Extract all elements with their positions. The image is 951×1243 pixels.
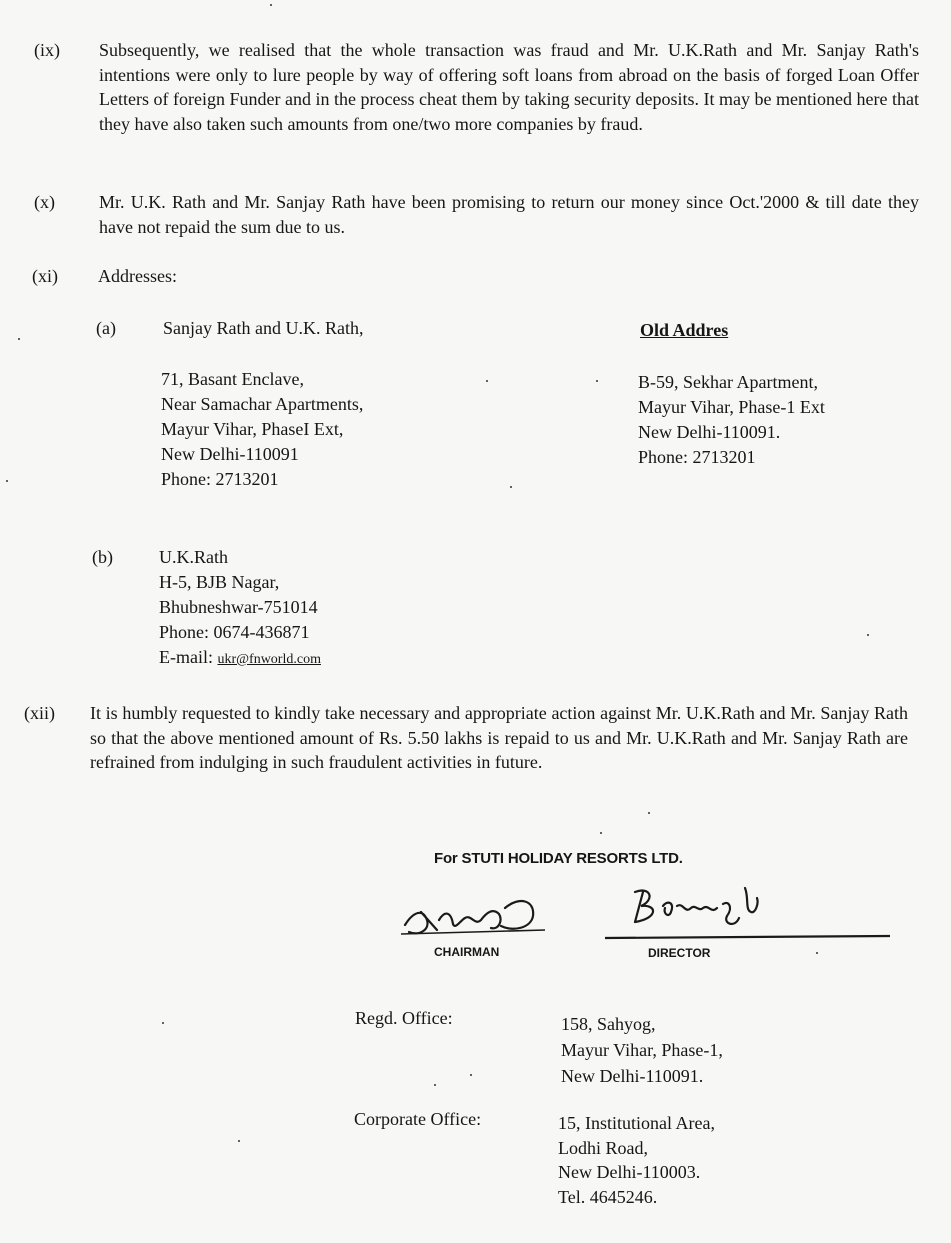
address-line: New Delhi-110091. [638, 422, 781, 442]
scan-speck [648, 812, 650, 814]
address-line: 71, Basant Enclave, [161, 369, 304, 389]
director-signature [605, 878, 895, 948]
address-line: U.K.Rath [159, 547, 228, 567]
regd-office-label: Regd. Office: [355, 1008, 453, 1028]
email-line [159, 645, 321, 672]
scan-speck [162, 1022, 164, 1024]
scan-speck [816, 952, 818, 954]
address-b-label: (b) [92, 547, 113, 567]
scan-speck [596, 380, 598, 382]
address-line: Phone: 0674-436871 [159, 622, 310, 642]
address-line: Bhubneshwar-751014 [159, 597, 318, 617]
scan-speck [470, 1074, 472, 1076]
regd-office-address [561, 1011, 723, 1089]
address-line: Mayur Vihar, Phase-1, [561, 1040, 723, 1060]
scan-speck [510, 486, 512, 488]
address-line: Lodhi Road, [558, 1137, 648, 1158]
address-line: Tel. 4645246. [558, 1186, 658, 1207]
para-x-number: (x) [34, 192, 55, 212]
scan-speck [270, 4, 272, 6]
address-line: 15, Institutional Area, [558, 1113, 715, 1133]
scan-speck [18, 338, 20, 340]
scan-speck [238, 1140, 240, 1142]
corporate-office-address [558, 1111, 715, 1209]
address-a-names: Sanjay Rath and U.K. Rath, [163, 318, 364, 338]
address-line: Near Samachar Apartments, [161, 394, 364, 414]
old-address-heading: Old Addres [640, 320, 729, 340]
scan-speck [434, 1084, 436, 1086]
corporate-office-label: Corporate Office: [354, 1109, 482, 1129]
chairman-label: CHAIRMAN [434, 945, 500, 959]
email-label: E-mail: [159, 647, 213, 667]
address-line: Mayur Vihar, PhaseI Ext, [161, 419, 344, 439]
chairman-signature [395, 890, 555, 950]
para-xii-text: It is humbly requested to kindly take necessary and appropriate action against Mr. U.K.Rath and Mr. Sanjay Rath so that the above mentioned amount of Rs. 5.50 lakhs is repaid to us and Mr. U.K.Rath and Mr. Sanjay Rath are refrained from indulging in such fraudulent activities in future. [90, 703, 908, 772]
address-line: H-5, BJB Nagar, [159, 572, 280, 592]
director-label: DIRECTOR [648, 946, 711, 960]
address-a-label: (a) [96, 318, 116, 338]
para-xi-text: Addresses: [98, 266, 177, 286]
address-line: New Delhi-110091. [561, 1066, 704, 1086]
address-line: 158, Sahyog, [561, 1014, 656, 1034]
para-ix-text: Subsequently, we realised that the whole transaction was fraud and Mr. U.K.Rath and Mr. Sanjay Rath's intentions were only to lure people by way of offering soft loans from abroad on the basis of forged Loan Offer Letters of foreign Funder and in the process cheat them by taking security deposits. It may be mentioned here that they have also taken such amounts from one/two more companies by fraud. [99, 40, 919, 134]
address-b-block [159, 545, 321, 672]
address-line: B-59, Sekhar Apartment, [638, 372, 818, 392]
address-line: New Delhi-110091 [161, 444, 299, 464]
address-line: Phone: 2713201 [161, 469, 279, 489]
para-xi-number: (xi) [32, 266, 58, 286]
scan-speck [600, 832, 602, 834]
scan-speck [6, 480, 8, 482]
address-line: New Delhi-110003. [558, 1162, 701, 1182]
address-line: Phone: 2713201 [638, 447, 756, 467]
para-x-text: Mr. U.K. Rath and Mr. Sanjay Rath have been promising to return our money since Oct.'2000 & till date they have not repaid the sum due to us. [99, 192, 919, 237]
email-link[interactable]: ukr@fnworld.com [217, 652, 321, 667]
scan-speck [486, 380, 488, 382]
company-for-line: For STUTI HOLIDAY RESORTS LTD. [434, 850, 683, 867]
scan-speck [867, 634, 869, 636]
para-xii-number: (xii) [24, 703, 55, 723]
para-ix-number: (ix) [34, 40, 60, 60]
address-line: Mayur Vihar, Phase-1 Ext [638, 397, 825, 417]
address-a-block [161, 367, 363, 492]
old-address-block [638, 370, 825, 470]
